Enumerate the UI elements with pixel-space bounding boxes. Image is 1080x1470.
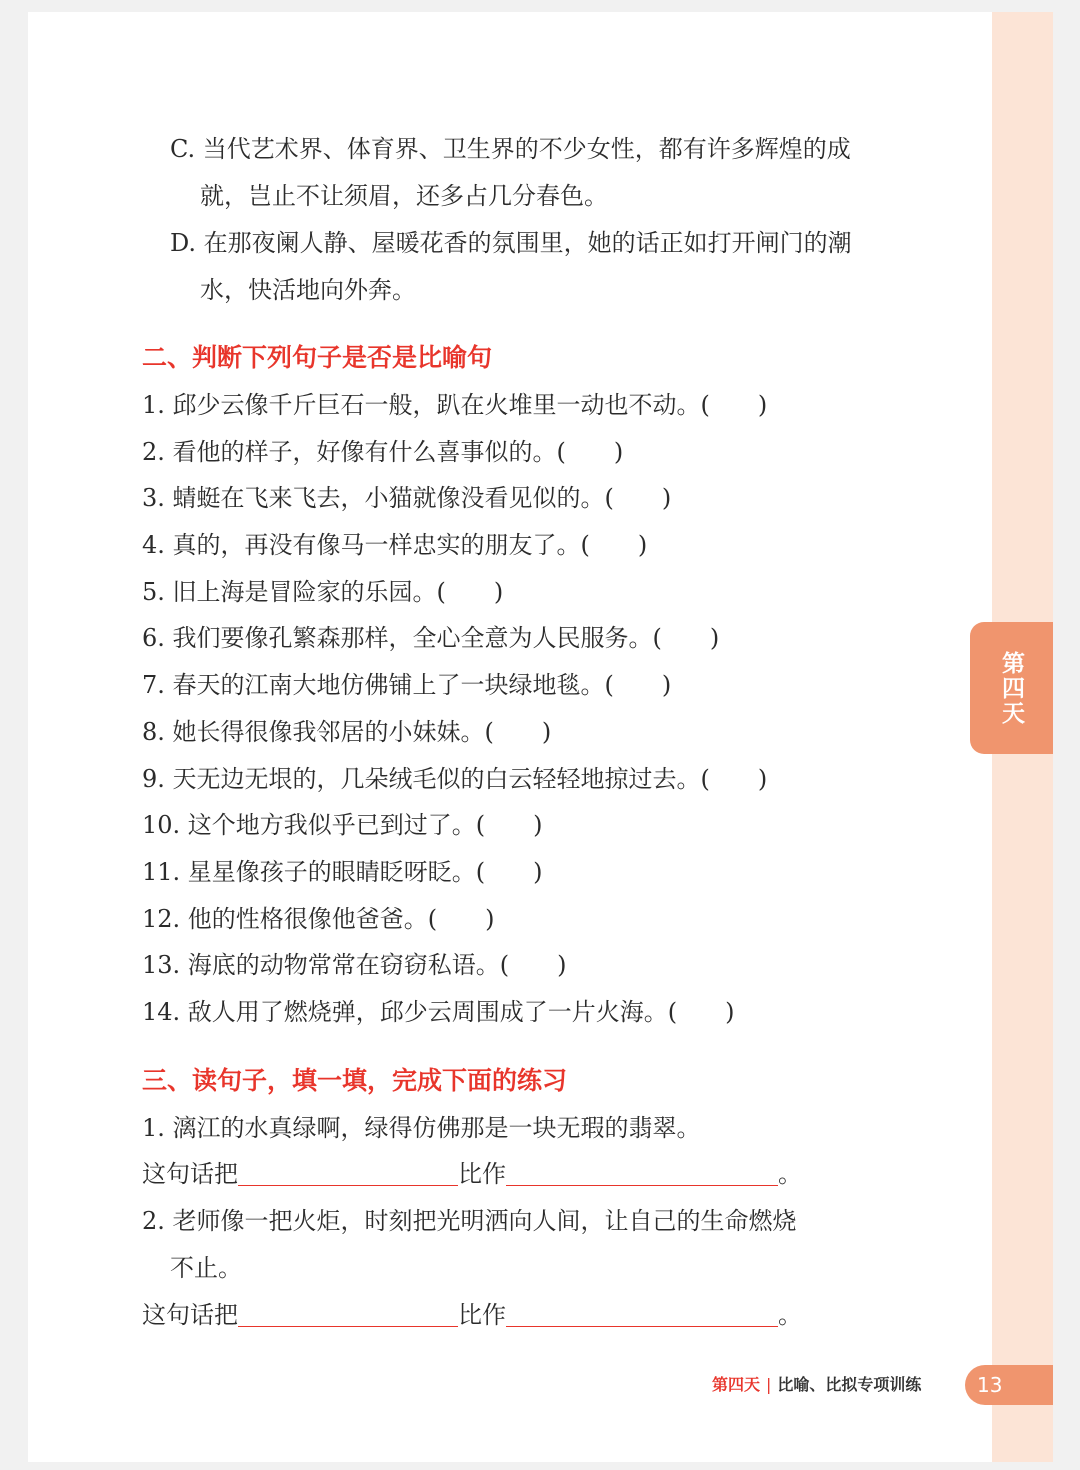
judge-item-10: 10. 这个地方我似乎已到过了。( ) [142, 811, 543, 839]
fill-answer-row-2 [142, 1298, 802, 1332]
judge-item-11: 11. 星星像孩子的眼睛眨呀眨。( ) [142, 858, 543, 886]
fill-prefix: 这句话把 [142, 1160, 238, 1188]
fill-question-2-line2: 不止。 [170, 1254, 242, 1282]
answer-blank[interactable] [506, 1300, 778, 1327]
footer-day: 第四天 [712, 1375, 761, 1394]
footer-separator: | [766, 1375, 772, 1394]
page-footer [712, 1372, 921, 1395]
judge-item-8: 8. 她长得很像我邻居的小妹妹。( ) [142, 718, 552, 746]
option-c-line2: 就，岂止不让须眉，还多占几分春色。 [200, 182, 608, 210]
section3-title: 三、读句子，填一填，完成下面的练习 [142, 1066, 568, 1095]
fill-answer-row-1 [142, 1157, 802, 1191]
fill-question-1: 1. 漓江的水真绿啊，绿得仿佛那是一块无瑕的翡翠。 [142, 1114, 701, 1142]
fill-end: 。 [778, 1160, 802, 1188]
judge-item-4: 4. 真的，再没有像马一样忠实的朋友了。( ) [142, 531, 648, 559]
option-d-line2: 水，快活地向外奔。 [200, 276, 416, 304]
answer-blank[interactable] [506, 1159, 778, 1186]
answer-blank[interactable] [238, 1159, 458, 1186]
judge-item-13: 13. 海底的动物常常在窃窃私语。( ) [142, 951, 567, 979]
footer-topic: 比喻、比拟专项训练 [777, 1375, 922, 1394]
judge-item-3: 3. 蜻蜓在飞来飞去，小猫就像没看见似的。( ) [142, 484, 672, 512]
fill-question-2-line1: 2. 老师像一把火炬，时刻把光明洒向人间，让自己的生命燃烧 [142, 1207, 797, 1235]
judge-item-6: 6. 我们要像孔繁森那样，全心全意为人民服务。( ) [142, 624, 720, 652]
judge-item-9: 9. 天无边无垠的，几朵绒毛似的白云轻轻地掠过去。( ) [142, 765, 768, 793]
fill-end: 。 [778, 1301, 802, 1329]
fill-middle: 比作 [458, 1301, 506, 1329]
judge-item-1: 1. 邱少云像千斤巨石一般，趴在火堆里一动也不动。( ) [142, 391, 768, 419]
page-number-badge [965, 1365, 1053, 1405]
section2-title: 二、判断下列句子是否是比喻句 [142, 343, 493, 372]
option-c-line1: C. 当代艺术界、体育界、卫生界的不少女性，都有许多辉煌的成 [170, 135, 851, 163]
judge-item-14: 14. 敌人用了燃烧弹，邱少云周围成了一片火海。( ) [142, 998, 735, 1026]
fill-prefix: 这句话把 [142, 1301, 238, 1329]
page-number: 13 [977, 1373, 1003, 1397]
answer-blank[interactable] [238, 1300, 458, 1327]
day-tab [970, 622, 1053, 754]
day-tab-label: 第四天 [998, 650, 1024, 726]
judge-item-5: 5. 旧上海是冒险家的乐园。( ) [142, 578, 504, 606]
option-d-line1: D. 在那夜阑人静、屋暖花香的氛围里，她的话正如打开闸门的潮 [170, 229, 852, 257]
judge-item-7: 7. 春天的江南大地仿佛铺上了一块绿地毯。( ) [142, 671, 672, 699]
fill-middle: 比作 [458, 1160, 506, 1188]
judge-item-2: 2. 看他的样子，好像有什么喜事似的。( ) [142, 438, 624, 466]
judge-item-12: 12. 他的性格很像他爸爸。( ) [142, 905, 495, 933]
